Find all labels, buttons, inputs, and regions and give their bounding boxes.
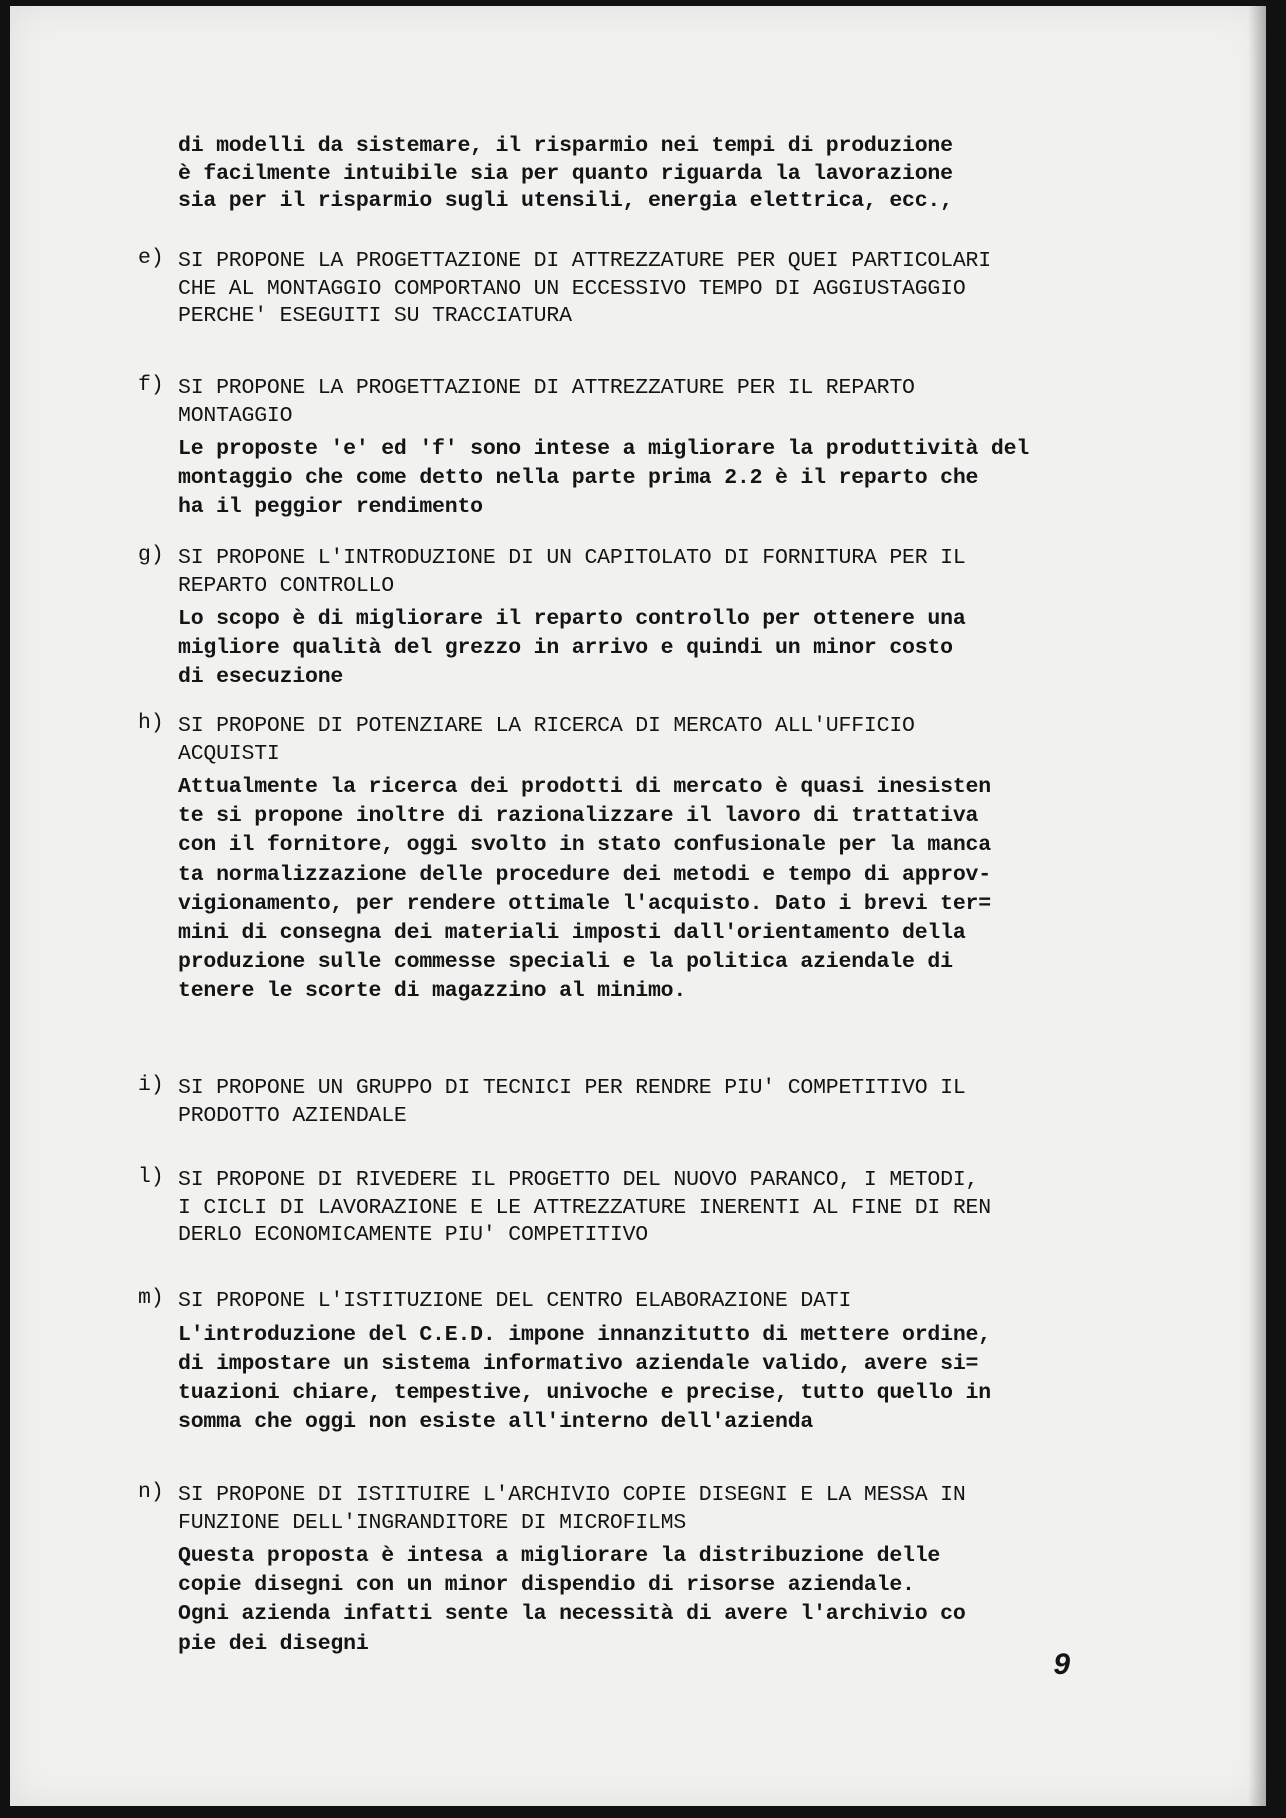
intro-line: è facilmente intuibile sia per quanto riguarda la lavorazione bbox=[178, 161, 953, 186]
proposal-marker: n) bbox=[138, 1480, 164, 1504]
proposal-heading-line: SI PROPONE LA PROGETTAZIONE DI ATTREZZATURE PER QUEI PARTICOLARI bbox=[178, 249, 991, 273]
proposal-marker: f) bbox=[138, 373, 164, 397]
proposal-marker: i) bbox=[138, 1073, 164, 1097]
proposal-body-line: con il fornitore, oggi svolto in stato confusionale per la manca bbox=[178, 833, 991, 858]
proposal-heading-line: ACQUISTI bbox=[178, 741, 280, 766]
document-page bbox=[10, 6, 1266, 1806]
proposal-body-line: mini di consegna dei materiali imposti dall'orientamento della bbox=[178, 920, 966, 945]
proposal-body-line: tuazioni chiare, tempestive, univoche e precise, tutto quello in bbox=[178, 1380, 991, 1405]
proposal-body-line: pie dei disegni bbox=[178, 1631, 369, 1656]
proposal-body-line: di impostare un sistema informativo aziendale valido, avere si= bbox=[178, 1351, 979, 1376]
page-number: 9 bbox=[1053, 1648, 1070, 1681]
proposal-heading-line: PRODOTTO AZIENDALE bbox=[178, 1103, 407, 1128]
proposal-heading-line: CHE AL MONTAGGIO COMPORTANO UN ECCESSIVO TEMPO DI AGGIUSTAGGIO bbox=[178, 276, 966, 301]
proposal-body-line: Questa proposta è intesa a migliorare la distribuzione delle bbox=[178, 1544, 941, 1569]
proposal-body-line: copie disegni con un minor dispendio di risorse aziendale. bbox=[178, 1573, 915, 1598]
proposal-body-line: somma che oggi non esiste all'interno dell'azienda bbox=[178, 1409, 814, 1434]
proposal-heading-line: SI PROPONE L'INTRODUZIONE DI UN CAPITOLATO DI FORNITURA PER IL bbox=[178, 546, 966, 570]
proposal-body-line: produzione sulle commesse speciali e la politica aziendale di bbox=[178, 949, 953, 974]
proposal-body-line: tenere le scorte di magazzino al minimo. bbox=[178, 978, 687, 1003]
proposal-body-line: ta normalizzazione delle procedure dei metodi e tempo di approv- bbox=[178, 862, 991, 887]
proposal-marker: m) bbox=[138, 1286, 164, 1310]
proposal-heading-line: SI PROPONE DI ISTITUIRE L'ARCHIVIO COPIE DISEGNI E LA MESSA IN bbox=[178, 1483, 966, 1507]
proposal-body-line: migliore qualità del grezzo in arrivo e quindi un minor costo bbox=[178, 636, 953, 661]
proposal-marker: e) bbox=[138, 246, 164, 270]
proposal-body-line: Lo scopo è di migliorare il reparto controllo per ottenere una bbox=[178, 607, 966, 632]
proposal-body-line: Ogni azienda infatti sente la necessità di avere l'archivio co bbox=[178, 1602, 966, 1627]
intro-line: sia per il risparmio sugli utensili, energia elettrica, ecc., bbox=[178, 189, 953, 214]
proposal-body-line: ha il peggior rendimento bbox=[178, 495, 483, 520]
proposal-body-line: L'introduzione del C.E.D. impone innanzitutto di mettere ordine, bbox=[178, 1322, 991, 1347]
proposal-body-line: Le proposte 'e' ed 'f' sono intese a migliorare la produttività del bbox=[178, 437, 1030, 462]
proposal-body-line: Attualmente la ricerca dei prodotti di mercato è quasi inesisten bbox=[178, 775, 991, 800]
proposal-heading-line: SI PROPONE L'ISTITUZIONE DEL CENTRO ELABORAZIONE DATI bbox=[178, 1289, 852, 1313]
proposal-heading-line: SI PROPONE LA PROGETTAZIONE DI ATTREZZATURE PER IL REPARTO bbox=[178, 376, 915, 400]
intro-line: di modelli da sistemare, il risparmio nei tempi di produzione bbox=[178, 134, 953, 158]
proposal-heading-line: SI PROPONE DI POTENZIARE LA RICERCA DI MERCATO ALL'UFFICIO bbox=[178, 714, 915, 738]
proposal-heading-line: PERCHE' ESEGUITI SU TRACCIATURA bbox=[178, 304, 572, 329]
proposal-marker: h) bbox=[138, 711, 164, 735]
proposal-body-line: montaggio che come detto nella parte prima 2.2 è il reparto che bbox=[178, 466, 979, 491]
proposal-body-line: vigionamento, per rendere ottimale l'acquisto. Dato i brevi ter= bbox=[178, 891, 991, 916]
proposal-heading-line: I CICLI DI LAVORAZIONE E LE ATTREZZATURE INERENTI AL FINE DI REN bbox=[178, 1195, 991, 1220]
proposal-heading-line: DERLO ECONOMICAMENTE PIU' COMPETITIVO bbox=[178, 1223, 648, 1248]
proposal-body-line: te si propone inoltre di razionalizzare il lavoro di trattativa bbox=[178, 804, 979, 829]
proposal-heading-line: FUNZIONE DELL'INGRANDITORE DI MICROFILMS bbox=[178, 1510, 687, 1535]
proposal-marker: g) bbox=[138, 543, 164, 567]
proposal-heading-line: MONTAGGIO bbox=[178, 403, 293, 428]
proposal-heading-line: SI PROPONE DI RIVEDERE IL PROGETTO DEL NUOVO PARANCO, I METODI, bbox=[178, 1168, 979, 1192]
proposal-heading-line: REPARTO CONTROLLO bbox=[178, 573, 394, 598]
proposal-marker: l) bbox=[138, 1165, 164, 1189]
proposal-body-line: di esecuzione bbox=[178, 665, 344, 690]
proposal-heading-line: SI PROPONE UN GRUPPO DI TECNICI PER RENDRE PIU' COMPETITIVO IL bbox=[178, 1076, 966, 1100]
